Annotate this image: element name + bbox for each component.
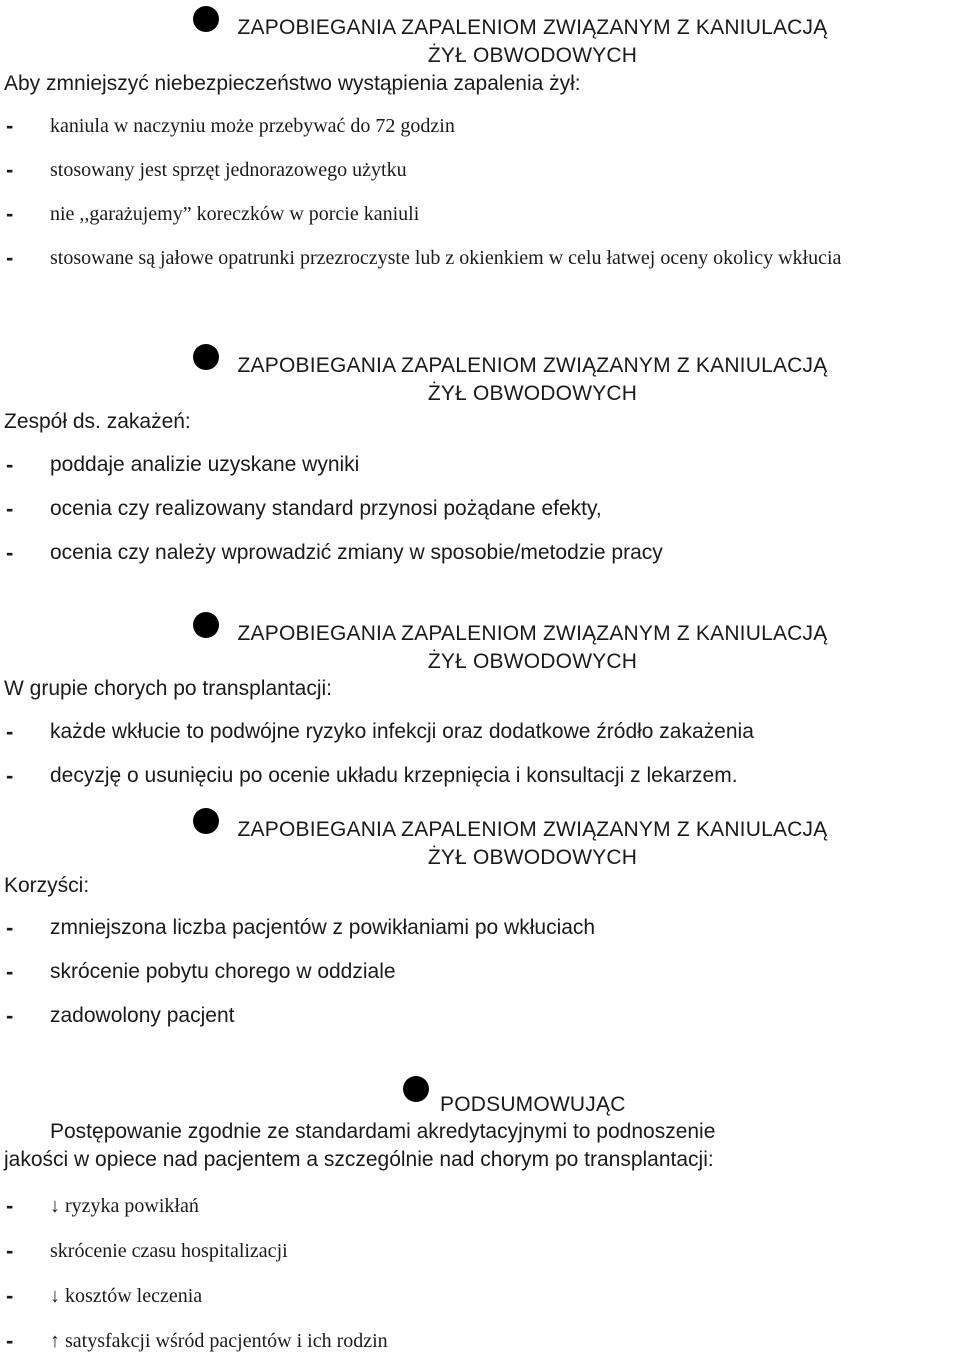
dash-marker: -: [6, 452, 14, 477]
dash-marker: -: [6, 719, 14, 744]
bullet-dot-icon: [403, 1076, 429, 1102]
list-item-text: skrócenie pobytu chorego w oddziale: [50, 960, 396, 983]
list-item-text: każde wkłucie to podwójne ryzyko infekcji oraz dodatkowe źródło zakażenia: [50, 720, 754, 743]
dash-marker: -: [6, 1283, 14, 1308]
bullet-dot-icon: [193, 612, 219, 638]
list-item-text: ↓ ryzyka powikłań: [50, 1195, 199, 1217]
section-intro: Aby zmniejszyć niebezpieczeństwo wystąpienia zapalenia żył:: [4, 72, 581, 95]
list-item-text: zadowolony pacjent: [50, 1004, 235, 1027]
summary-paragraph-line1: Postępowanie zgodnie ze standardami akredytacyjnymi to podnoszenie: [50, 1120, 716, 1143]
dash-marker: -: [6, 245, 14, 270]
dash-marker: -: [6, 113, 14, 138]
list-item-text: decyzję o usunięciu po ocenie układu krzepnięcia i konsultacji z lekarzem.: [50, 764, 738, 787]
dash-marker: -: [6, 540, 14, 565]
bullet-dot-icon: [193, 344, 219, 370]
summary-paragraph: [4, 1118, 715, 1174]
bullet-dot-icon: [193, 6, 219, 32]
section-heading: [230, 352, 835, 408]
bullet-dot-icon: [193, 808, 219, 834]
section-heading-line1: ZAPOBIEGANIA ZAPALENIOM ZWIĄZANYM Z KANIULACJĄ: [237, 16, 828, 39]
list-item-text: stosowany jest sprzęt jednorazowego użytku: [50, 159, 407, 181]
section-heading: [230, 620, 835, 676]
list-item-text: ↑ satysfakcji wśród pacjentów i ich rodzin: [50, 1330, 388, 1352]
list-item-text: ocenia czy należy wprowadzić zmiany w sposobie/metodzie pracy: [50, 541, 663, 564]
section-heading-line2: ŻYŁ OBWODOWYCH: [427, 44, 638, 67]
dash-marker: -: [6, 1238, 14, 1263]
list-item-text: poddaje analizie uzyskane wyniki: [50, 453, 360, 476]
dash-marker: -: [6, 763, 14, 788]
dash-marker: -: [6, 959, 14, 984]
section-heading-line2: ŻYŁ OBWODOWYCH: [427, 650, 638, 673]
dash-marker: -: [6, 1193, 14, 1218]
dash-marker: -: [6, 201, 14, 226]
section-heading-line1: ZAPOBIEGANIA ZAPALENIOM ZWIĄZANYM Z KANIULACJĄ: [237, 818, 828, 841]
section-heading: [230, 816, 835, 872]
list-item-text: nie ,,garażujemy” koreczków w porcie kaniuli: [50, 203, 420, 225]
section-heading-line2: ŻYŁ OBWODOWYCH: [427, 846, 638, 869]
dash-marker: -: [6, 157, 14, 182]
dash-marker: -: [6, 1003, 14, 1028]
section-intro: W grupie chorych po transplantacji:: [4, 677, 332, 700]
section-heading-line1: ZAPOBIEGANIA ZAPALENIOM ZWIĄZANYM Z KANIULACJĄ: [237, 622, 828, 645]
dash-marker: -: [6, 915, 14, 940]
list-item-text: kaniula w naczyniu może przebywać do 72 godzin: [50, 115, 455, 137]
dash-marker: -: [6, 496, 14, 521]
summary-heading: PODSUMOWUJĄC: [440, 1093, 626, 1116]
list-item-text: ↓ kosztów leczenia: [50, 1285, 203, 1307]
section-intro: Korzyści:: [4, 874, 90, 897]
section-heading-line2: ŻYŁ OBWODOWYCH: [427, 382, 638, 405]
dash-marker: -: [6, 1328, 14, 1353]
list-item-text: skrócenie czasu hospitalizacji: [50, 1240, 288, 1262]
section-heading: [230, 14, 835, 70]
summary-paragraph-line2: jakości w opiece nad pacjentem a szczególnie nad chorym po transplantacji:: [4, 1148, 714, 1171]
list-item-text: zmniejszona liczba pacjentów z powikłaniami po wkłuciach: [50, 916, 596, 939]
list-item-text: stosowane są jałowe opatrunki przezroczyste lub z okienkiem w celu łatwej oceny okolicy wkłucia: [50, 247, 842, 269]
section-intro: Zespół ds. zakażeń:: [4, 410, 191, 433]
section-heading-line1: ZAPOBIEGANIA ZAPALENIOM ZWIĄZANYM Z KANIULACJĄ: [237, 354, 828, 377]
list-item-text: ocenia czy realizowany standard przynosi pożądane efekty,: [50, 497, 602, 520]
